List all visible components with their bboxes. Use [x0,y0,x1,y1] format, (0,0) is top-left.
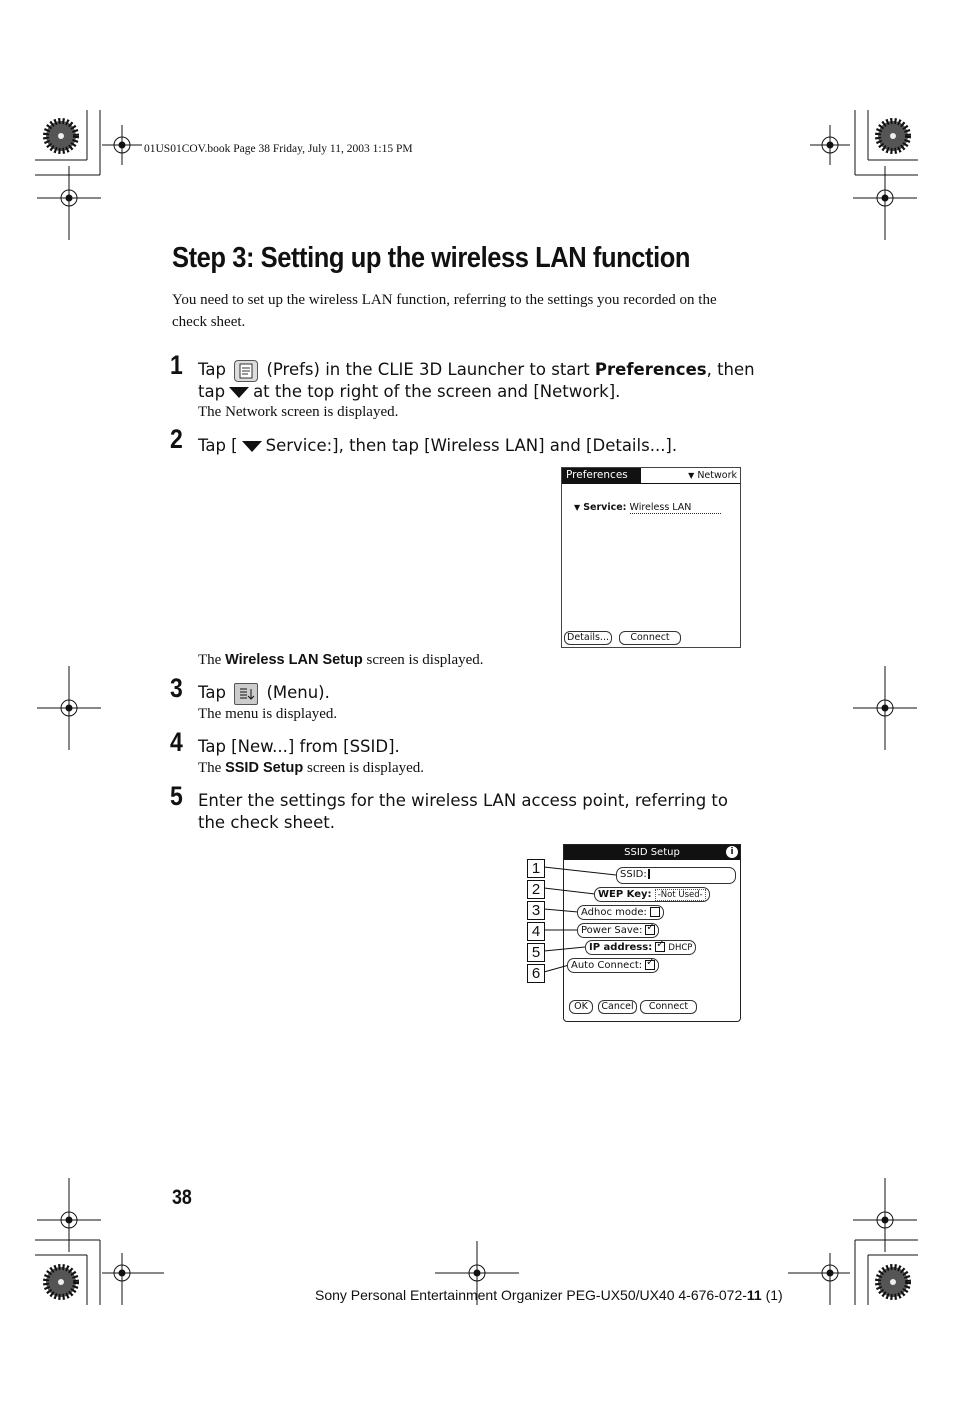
dropdown-triangle-icon [229,387,249,398]
step-3-note: The menu is displayed. [198,706,338,722]
network-dropdown[interactable]: ▼ Network [688,470,737,481]
callout-number-4: 4 [527,922,545,941]
checkbox-checked-icon [645,925,655,935]
step-number-5: 5 [170,781,183,811]
ip-address-field[interactable]: IP address:✓ DHCP [585,940,696,955]
ssid-field[interactable]: SSID: [616,867,736,884]
step-1-line-1: Tap (Prefs) in the CLIE 3D Launcher to start Preferences, then [198,359,755,382]
step-3-line: Tap (Menu). [198,682,330,705]
callout-number-3: 3 [527,901,545,920]
callout-number-1: 1 [527,859,545,878]
step-2-line: Tap [ Service:], then tap [Wireless LAN] and [Details...]. [198,436,678,455]
step-number-2: 2 [170,424,183,454]
connect-button[interactable]: Connect [640,1000,697,1014]
network-preferences-screen [561,467,741,648]
callout-number-6: 6 [527,964,545,983]
dropdown-triangle-icon [242,441,262,452]
ok-button[interactable]: OK [569,1000,593,1014]
details-button[interactable]: Details... [564,631,612,645]
step-4-line: Tap [New...] from [SSID]. [198,737,400,756]
auto-connect-checkbox[interactable]: Auto Connect:✓ [567,958,659,973]
step-number-3: 3 [170,673,183,703]
screen-title: Preferences [562,468,641,483]
connect-button[interactable]: Connect [619,631,681,645]
step-5-line-1: Enter the settings for the wireless LAN access point, referring to [198,791,728,810]
service-selector[interactable]: ▼ Service: Wireless LAN [574,502,721,513]
cancel-button[interactable]: Cancel [598,1000,637,1014]
wep-key-field[interactable]: WEP Key: -Not Used- [594,887,710,902]
step-5-line-2: the check sheet. [198,813,335,832]
page-title: Step 3: Setting up the wireless LAN function [172,242,691,274]
checkbox-unchecked-icon [650,907,660,917]
step-number-4: 4 [170,727,183,757]
intro-paragraph: You need to set up the wireless LAN function, referring to the settings you recorded on the check sheet. [172,292,717,330]
step-1-line-2: tap at the top right of the screen and [Network]. [198,382,621,401]
step-1-note: The Network screen is displayed. [198,404,399,420]
page-number: 38 [172,1186,192,1209]
step-4-note: The SSID Setup screen is displayed. [198,760,425,776]
footer-line: Sony Personal Entertainment Organizer PEG-UX50/UX40 4-676-072-11 (1) [315,1287,783,1303]
callout-number-2: 2 [527,880,545,899]
book-header-line: 01US01COV.book Page 38 Friday, July 11, 2003 1:15 PM [144,143,413,155]
info-icon[interactable]: i [726,846,738,858]
checkbox-checked-icon [645,960,655,970]
prefs-icon [234,360,258,382]
callout-number-5: 5 [527,943,545,962]
screen-title: SSID Setup [564,845,740,860]
menu-icon [234,683,258,705]
checkbox-checked-icon [655,942,665,952]
adhoc-mode-checkbox[interactable]: Adhoc mode: [577,905,664,920]
step-2-note: The Wireless LAN Setup screen is displayed. [198,652,484,668]
step-number-1: 1 [170,350,183,380]
power-save-checkbox[interactable]: Power Save:✓ [577,923,659,938]
